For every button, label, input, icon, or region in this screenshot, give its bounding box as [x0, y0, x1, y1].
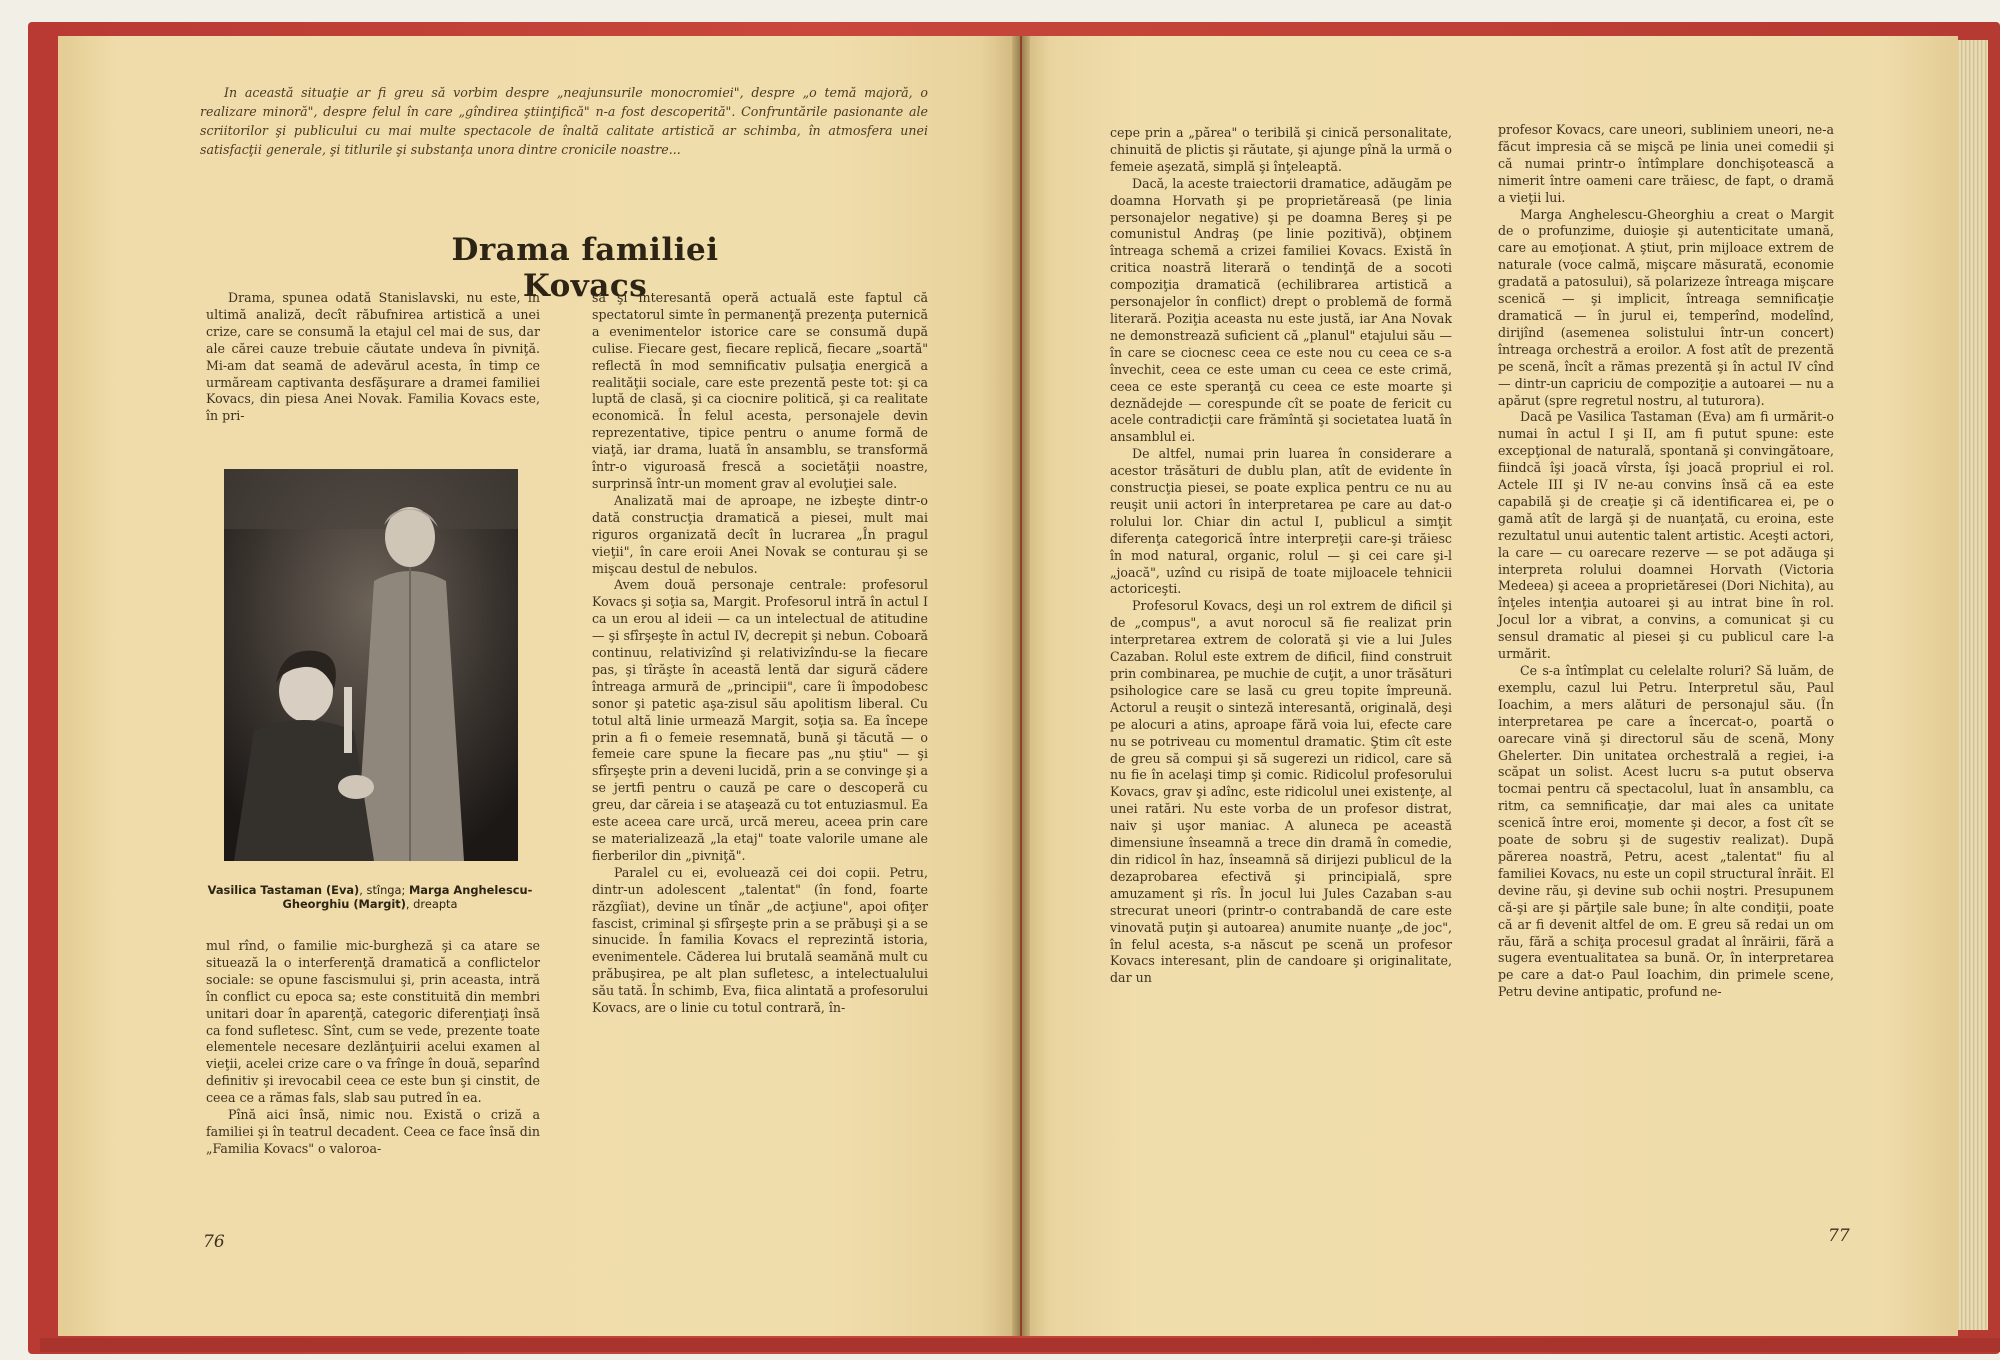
page-number-left: 76 — [203, 1232, 225, 1252]
col3-paragraph-3: De altfel, numai prin luarea în considerare a acestor trăsături de dublu plan, atît de evidente în construcţia piesei, se poate explica pentru ce nu au reuşit unii actori în interpretarea pe care au dat-o rolului lor. Chiar din actul I, publicul a simţit diferenţa categorică între interpreţii care-şi trăiesc în mod natural, organic, rolul — şi cei care şi-l „joacă", uzînd cu risipă de toate mijloacele tehnicii actoriceşti. — [1110, 446, 1452, 597]
col1-bottom-paragraph-2: Pînă aici însă, nimic nou. Există o criză a familiei şi în teatrul decadent. Ceea ce face însă din „Familia Kovacs" o valoroa- — [206, 1107, 540, 1156]
col4-paragraph-2: Marga Anghelescu-Gheorghiu a creat o Margit de o profunzime, duioşie şi autenticitate umană, care au emoţionat. A ştiut, prin mijloace extrem de naturale (voce calmă, mişcare măsurată, economie gradată a patosului), să polarizeze întreaga mişcare scenică — şi implicit, întreaga semnificaţie dramatică — în jurul ei, temperînd, modelînd, dirijînd (asemenea solistului într-un concert) întreaga orchestră a eroilor. A fost atît de prezentă pe scenă, încît a rămas prezentă şi în actul IV cînd — dintr-un capriciu de compoziţie a autoarei — nu a apărut (spre regretul nostru, al tuturora). — [1498, 206, 1834, 408]
caption-left: , stînga; — [359, 883, 409, 897]
col2-paragraph-2: Analizată mai de aproape, ne izbeşte dintr-o dată construcţia dramatică a piesei, mult mai riguros organizată decît în lucrarea „În pragul vieţii", în care eroii Anei Novak se conturau şi se mişcau destul de nebulos. — [592, 492, 928, 576]
col3-paragraph-1: cepe prin a „părea" o teribilă şi cinică personalitate, chinuită de plictis şi răutate, şi ajunge pînă la urmă o femeie aşezată, simplă şi înţeleaptă. — [1110, 125, 1452, 174]
performance-photo — [224, 469, 518, 861]
column-2 — [592, 290, 928, 1017]
page-edges — [1958, 40, 1988, 1330]
book-cover-edge — [40, 1338, 2000, 1352]
column-1-top — [206, 290, 540, 425]
caption-actor-1: Vasilica Tastaman (Eva) — [207, 883, 360, 897]
photo-caption — [205, 883, 535, 911]
column-1-bottom — [206, 938, 540, 1158]
col1-bottom-paragraph-1: mul rînd, o familie mic-burgheză şi ca atare se situează la o interferenţă dramatică a conflictelor sociale: se opune fascismului şi, prin aceasta, intră în conflict cu epoca sa; este constituită din membri unitari doar în aparenţă, categoric diferenţiaţi însă ca fond sufletesc. Sînt, cum se vede, prezente toate elementele necesare dezlănţuirii acelui examen al vieţii, acelei crize care o va frînge în două, separînd definitiv şi irevocabil ceea ce este bun şi cinstit, de ceea ce a rămas fals, slab sau putred în ea. — [206, 938, 540, 1106]
col4-paragraph-4: Ce s-a întîmplat cu celelalte roluri? Să luăm, de exemplu, cazul lui Petru. Interpretul său, Paul Ioachim, a mers alături de personajul său. (În interpretarea pe care a încercat-o, poartă o oarecare vină şi directorul său de scenă, Mony Ghelerter. Din unitatea orchestrală a regiei, i-a scăpat un solist. Acest lucru s-a putut observa tocmai pentru că spectacolul, luat în ansamblu, ca ritm, ca semnificaţie, dar mai ales ca unitate scenică între eroi, momente şi decor, a fost cît se poate de sobru şi de sugestiv realizat). După părerea noastră, Petru, acest „talentat" fiu al familiei Kovacs, nu este un copil structural înrăit. El devine rău, şi devine sub ochii noştri. Presupunem că-şi are şi părţile sale bune; în alte condiţii, poate că ar fi devenit altfel de om. E greu să redai un om rău, fără a schiţa procesul gradat al înrăirii, fără a sugera eventualitatea sa bună. Or, în interpretarea pe care a dat-o Paul Ioachim, din primele scene, Petru devine antipatic, profund ne- — [1498, 663, 1834, 1000]
col2-paragraph-4: Paralel cu ei, evoluează cei doi copii. Petru, dintr-un adolescent „talentat" (în fond, foarte răzgîiat), devine un tînăr „de acţiune", apoi ofiţer fascist, criminal şi sfîrşeşte prin a se prăbuşi şi a se sinucide. În familia Kovacs el reprezintă istoria, evenimentele. Căderea lui brutală seamănă mult cu prăbuşirea, pe alt plan sufletesc, a intelectualului său tată. În schimb, Eva, fiica alintată a profesorului Kovacs, are o linie cu totul contrară, în- — [592, 864, 928, 1016]
caption-actor-2: Marga Anghelescu-Gheorghiu (Margit) — [282, 883, 533, 911]
col3-paragraph-4: Profesorul Kovacs, deşi un rol extrem de dificil şi de „compus", a avut norocul să fie realizat prin interpretarea extrem de colorată şi vie a lui Jules Cazaban. Rolul este extrem de dificil, fiind construit prin combinarea, pe muchie de cuţit, a unor trăsături psihologice care se lasă cu greu topite împreună. Actorul a reuşit o sinteză interesantă, originală, deşi pe alocuri a atins, aproape fără voia lui, efecte care nu se potriveau cu momentul dramatic. Ştim cît este de greu să compui şi să sugerezi un ridicol, care să nu fie în acelaşi timp şi comic. Ridicolul profesorului Kovacs, grav şi adînc, este ridicolul unei existenţe, al unei ratări. Nu este vorba de un profesor distrat, naiv şi uşor maniac. A aluneca pe această dimensiune înseamnă a trece din dramă în comedie, din ridicol în haz, înseamnă să dirijezi publicul de la dezaprobarea efectivă şi principială, spre amuzament şi rîs. În jocul lui Jules Cazaban s-au strecurat uneori (printr-o contrabandă de care este vinovată puţin şi autoarea) anumite nuanţe „de joc", în felul acesta, s-a născut pe scenă un profesor Kovacs interesant, plin de candoare şi originalitate, dar un — [1110, 598, 1452, 986]
column-3 — [1110, 125, 1452, 987]
col4-paragraph-3: Dacă pe Vasilica Tastaman (Eva) am fi urmărit-o numai în actul I şi II, am fi putut spune: este excepţional de naturală, spontană şi convingătoare, fiindcă îşi joacă vîrsta, îşi joacă propriul ei rol. Actele III şi IV ne-au convins însă că ea este capabilă şi de creaţie şi că identificarea ei, pe o gamă atît de largă şi de nuanţată, cu eroina, este rezultatul unui autentic talent artistic. Aceşti actori, la care — cu oarecare rezerve — se pot adăuga şi interpreta rolului doamnei Horvath (Victoria Medeea) şi aceea a proprietăresei (Dori Nichita), au înţeles intenţia autoarei şi au intrat bine în rol. Jocul lor a vibrat, a convins, a comunicat şi cu sensul dramatic al piesei şi cu publicul care l-a urmărit. — [1498, 409, 1834, 662]
caption-right: , dreapta — [405, 897, 458, 911]
col2-paragraph-1: să şi interesantă operă actuală este faptul că spectatorul simte în permanenţă prezenţa puternică a evenimentelor istorice care se consumă după culise. Fiecare gest, fiecare replică, fiecare „soartă" reflectă în mod semnificativ pulsaţia energică a realităţii sociale, care este prezentă peste tot: şi ca luptă de clasă, şi ca ciocnire politică, şi ca realitate economică. În felul acesta, personajele devin reprezentative, tipice pentru o anume formă de viaţă, iar drama, luată în ansamblu, se transformă într-o viguroasă frescă a societăţii noastre, surprinsă într-un moment grav al evoluţiei sale. — [592, 290, 928, 491]
col3-paragraph-2: Dacă, la aceste traiectorii dramatice, adăugăm pe doamna Horvath şi pe proprietăreasă (pe linia personajelor negative) şi pe doamna Bereş şi pe comunistul Andraş (pe linie pozitivă), obţinem întreaga schemă a crizei familiei Kovacs. Există în critica noastră literară o tendinţă de a socoti compoziţia dramatică (echilibrarea artistică a personajelor în conflict) drept o problemă de formă literară. Poziţia aceasta nu este justă, iar Ana Novak ne demonstrează suficient că „planul" etajului său — în care se ciocnesc ceea ce este nou cu ceea ce s-a învechit, ceea ce este uman cu ceea ce este crimă, ceea ce este speranţă cu ceea ce este moarte şi deznădejde — corespunde cît se poate de fericit cu acele contradicţii care frămîntă şi societatea luată în ansamblul ei. — [1110, 175, 1452, 445]
article-title: Drama familiei Kovacs — [451, 232, 719, 304]
col2-paragraph-3: Avem două personaje centrale: profesorul Kovacs şi soţia sa, Margit. Profesorul intră în actul I ca un erou al ideii — ca un intelectual de atitudine — şi sfîrşeşte în actul IV, decrepit şi nebun. Coboară continuu, relativizînd şi relativizîndu-se la fiecare pas, şi tîrăşte în această lentă dar sigură cădere întreaga armură de „principii", care îi împodobesc sonor şi patetic aşa-zisul său apolitism liberal. Cu totul altă linie urmează Margit, soţia sa. Ea începe prin a fi o femeie resemnată, bună şi tăcută — o femeie care spune la fiecare pas „nu ştiu" — şi sfîrşeşte prin a deveni lucidă, prin a se convinge şi a se jertfi pentru o cauză pe care o descoperă cu greu, dar căreia i se ataşează cu tot entuziasmul. Ea este aceea care urcă, urcă mereu, aceea prin care se materializează „la etaj" toate valorile umane ale fierberilor din „pivniţă". — [592, 577, 928, 863]
col4-paragraph-1: profesor Kovacs, care uneori, subliniem uneori, ne-a făcut impresia că se mişcă pe linia unei comedii şi că numai printr-o întîmplare donchişotească a nimerit între oameni care trăiesc, de fapt, o dramă a vieţii lui. — [1498, 122, 1834, 205]
page-number-right: 77 — [1828, 1226, 1850, 1246]
book-spine — [1012, 36, 1030, 1336]
column-4 — [1498, 122, 1834, 1001]
col1-top-paragraph: Drama, spunea odată Stanislavski, nu este, în ultimă analiză, decît răbufnirea artistică a unei crize, care se consumă la etajul cel mai de sus, dar ale cărei cauze trebuie căutate undeva în pivniţă. Mi-am dat seamă de adevărul acesta, în timp ce urmăream captivanta desfăşurare a dramei familiei Kovacs, din piesa Anei Novak. Familia Kovacs este, în pri- — [206, 290, 540, 424]
photo-image — [224, 469, 518, 861]
intro-paragraph: In această situaţie ar fi greu să vorbim despre „neajunsurile monocromiei", despre „o temă majoră, o realizare minoră", despre felul în care „gîndirea ştiinţifică" n-a fost descoperită". Confruntările pasionante ale scriitorilor şi publicului cu mai multe spectacole de înaltă calitate artistică ar schimba, în atmosfera unei satisfacţii generale, şi titlurile şi substanţa unora dintre cronicile noastre... — [200, 85, 928, 157]
